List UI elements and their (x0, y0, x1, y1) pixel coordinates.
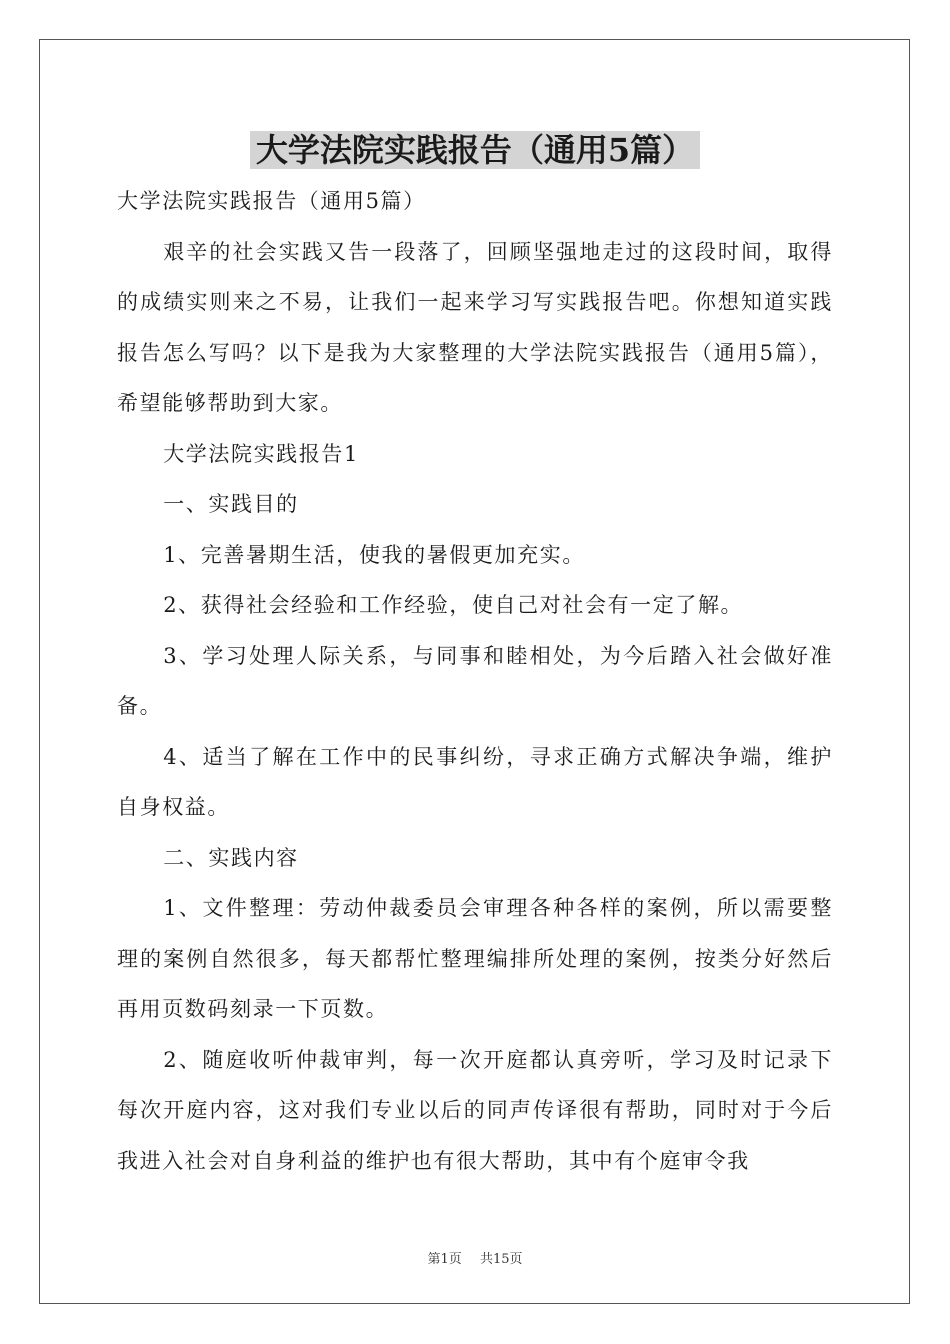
body-paragraph: 大学法院实践报告1 (163, 441, 359, 466)
body-paragraph: 艰辛的社会实践又告一段落了，回顾坚强地走过的这段时间，取得的成绩实则来之不易，让我们一起来学习写实践报告吧。你想知道实践报告怎么写吗？以下是我为大家整理的大学法院实践报告（通用5篇），希望能够帮助到大家。 (117, 239, 833, 415)
body-paragraph: 一、实践目的 (163, 492, 299, 516)
document-title-text: 大学法院实践报告（通用5篇） (250, 131, 700, 169)
body-paragraph: 2、获得社会经验和工作经验，使自己对社会有一定了解。 (163, 593, 744, 617)
body-paragraph: 1、完善暑期生活，使我的暑假更加充实。 (163, 542, 585, 567)
document-body (117, 176, 833, 1186)
body-paragraph: 4、适当了解在工作中的民事纠纷，寻求正确方式解决争端，维护自身权益。 (117, 744, 833, 819)
body-paragraph: 3、学习处理人际关系，与同事和睦相处，为今后踏入社会做好准备。 (117, 643, 833, 718)
body-paragraph: 2、随庭收听仲裁审判，每一次开庭都认真旁听，学习及时记录下每次开庭内容，这对我们专业以后的同声传译很有帮助，同时对于今后我进入社会对自身利益的维护也有很大帮助，其中有个庭审令我 (117, 1047, 833, 1173)
body-paragraph: 二、实践内容 (163, 845, 299, 870)
body-paragraph: 1、文件整理：劳动仲裁委员会审理各种各样的案例，所以需要整理的案例自然很多，每天都帮忙整理编排所处理的案例，按类分好然后再用页数码刻录一下页数。 (117, 896, 833, 1021)
document-subtitle: 大学法院实践报告（通用5篇） (117, 189, 426, 213)
page-footer (0, 1248, 950, 1267)
page-total: 共15页 (479, 1252, 523, 1267)
page-number: 第1页 (427, 1252, 462, 1267)
document-title (0, 128, 950, 172)
